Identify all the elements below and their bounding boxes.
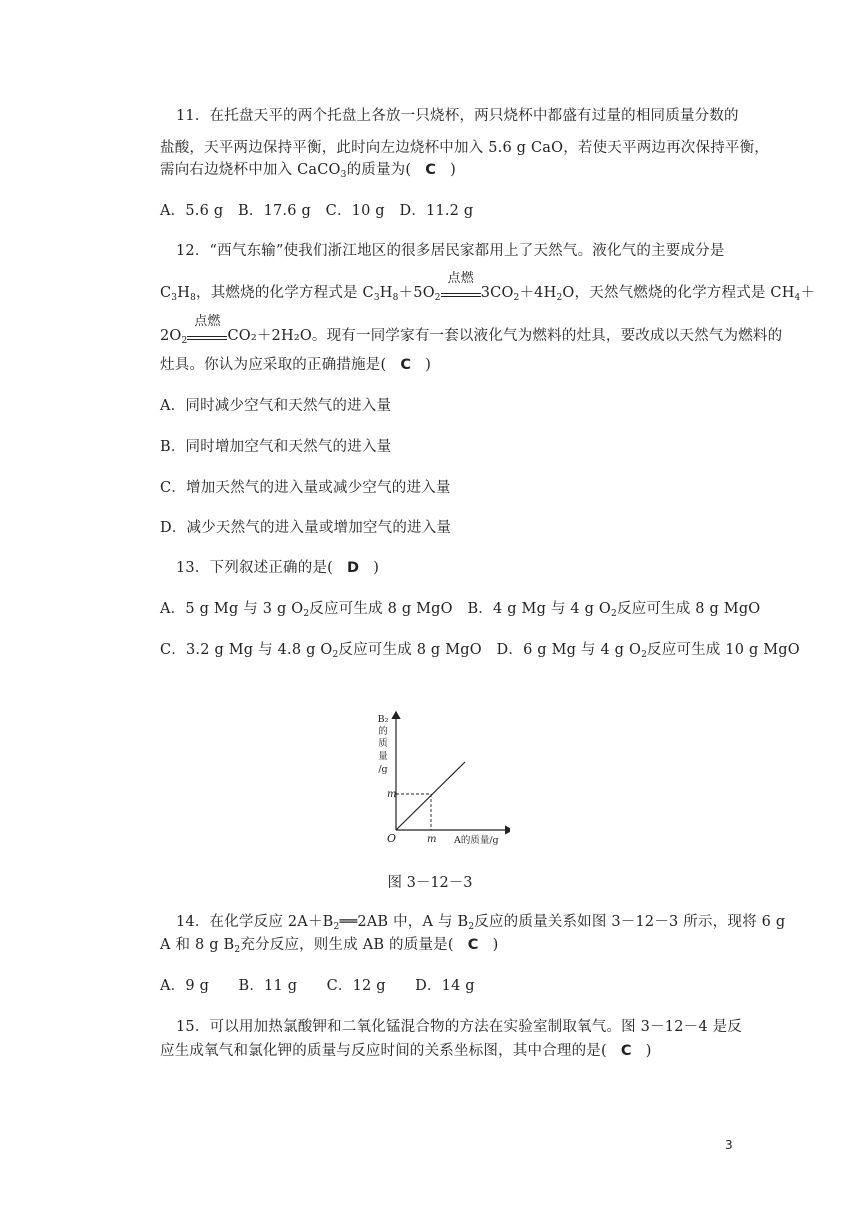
- q13-answer: D: [347, 560, 360, 576]
- q13-close: ): [373, 560, 380, 576]
- q14-line2: A 和 8 g $B_2$充分反应，则生成 AB 的质量是( C ): [160, 937, 499, 955]
- q11-line3-text: 需向右边烧杯中加入 CaCO: [160, 162, 341, 178]
- q13-options-cd: C．3.2 g Mg 与 4.8 g $O_2$反应可生成 8 g MgO D．6 g Mg 与 4 g $O_2$反应可生成 10 g MgO: [160, 642, 800, 660]
- q12-option-d: D．减少天然气的进入量或增加空气的进入量: [160, 520, 452, 536]
- q15-answer: C: [620, 1043, 632, 1059]
- x-axis-label: A的质量/g: [454, 835, 499, 846]
- q12-cond-text-2: 点燃: [194, 314, 221, 329]
- mass-relation-figure: [370, 708, 510, 858]
- q11-close: ): [450, 162, 456, 178]
- y-label-3: 量: [378, 751, 388, 762]
- q14-answer: C: [467, 937, 479, 953]
- q11-line3: [160, 160, 456, 180]
- q14-options: A．9 g B．11 g C．12 g D．14 g: [160, 978, 475, 994]
- q11-options: A．5.6 g B．17.6 g C．10 g D．11.2 g: [160, 203, 474, 219]
- q11-line1: 11．在托盘天平的两个托盘上各放一只烧杯，两只烧杯中都盛有过量的相同质量分数的: [176, 108, 739, 124]
- q11-line3-text-b: 的质量为(: [346, 162, 412, 178]
- q12-option-a: A．同时减少空气和天然气的进入量: [160, 398, 392, 414]
- y-label-4: /g: [378, 764, 388, 775]
- q12-line4-text: 灶具。你认为应采取的正确措施是(: [160, 357, 387, 373]
- q15-line2: [160, 1041, 652, 1061]
- q11-answer: C: [425, 162, 437, 178]
- q12-option-b: B．同时增加空气和天然气的进入量: [160, 439, 392, 455]
- figure-caption: 图 3－12－3: [387, 875, 473, 891]
- y-label-0: B₂: [377, 714, 389, 725]
- q12-line2: $C_3H_8$，其燃烧的化学方程式是 $C_3H_8+5O_2$ 点燃 $3CO_2+4H_2O$，天然气燃烧的化学方程式是 $CH_4+$: [160, 271, 816, 303]
- y-m-tick-label: m: [387, 789, 397, 800]
- y-label-1: 的: [378, 726, 388, 737]
- proportion-line: [396, 762, 465, 830]
- q13-options-ab: A．5 g Mg 与 3 g $O_2$反应可生成 8 g MgO B．4 g Mg 与 4 g $O_2$反应可生成 8 g MgO: [160, 601, 761, 619]
- q13-stem: [176, 558, 379, 578]
- q12-line3: $2O_2$ 点燃 CO₂＋2H₂O。现有一同学家有一套以液化气为燃料的灶具，要改成以天然气为燃料的: [160, 314, 783, 346]
- q12-line3-text: CO₂＋2H₂O。现有一同学家有一套以液化气为燃料的灶具，要改成以天然气为燃料的: [227, 328, 783, 344]
- q11-subscript: 3: [340, 170, 347, 180]
- y-label-2: 质: [378, 738, 388, 749]
- q15-line2-text: 应生成氧气和氯化钾的质量与反应时间的关系坐标图，其中合理的是(: [160, 1043, 607, 1059]
- q11-line2: 盐酸，天平两边保持平衡，此时向左边烧杯中加入 5.6 g CaO，若使天平两边再次保持平衡，: [160, 140, 769, 156]
- q12-close: ): [425, 357, 432, 373]
- q12-cond-text-1: 点燃: [447, 271, 474, 286]
- q12-answer: C: [400, 357, 412, 373]
- q15-close: ): [645, 1043, 652, 1059]
- q14-line1: 14．在化学反应 $2A+B_2══2AB$ 中，A 与 $B_2$反应的质量关系如图 3－12－3 所示，现将 6 g: [176, 914, 786, 932]
- q15-line1: 15．可以用加热氯酸钾和二氧化锰混合物的方法在实验室制取氧气。图 3－12－4 是反: [176, 1019, 742, 1035]
- q12-option-c: C．增加天然气的进入量或减少空气的进入量: [160, 480, 451, 496]
- q13-stem-text: 13．下列叙述正确的是(: [176, 560, 334, 576]
- x-m-tick-label: m: [427, 834, 437, 845]
- page-number: 3: [725, 1138, 733, 1152]
- origin-label: O: [387, 832, 397, 845]
- q14-close: ): [492, 937, 499, 953]
- q12-reaction-condition-1: [441, 271, 481, 297]
- q12-line4: [160, 355, 431, 375]
- q12-line1: 12．“西气东输”使我们浙江地区的很多居民家都用上了天然气。液化气的主要成分是: [176, 243, 725, 259]
- q12-reaction-condition-2: [187, 314, 227, 340]
